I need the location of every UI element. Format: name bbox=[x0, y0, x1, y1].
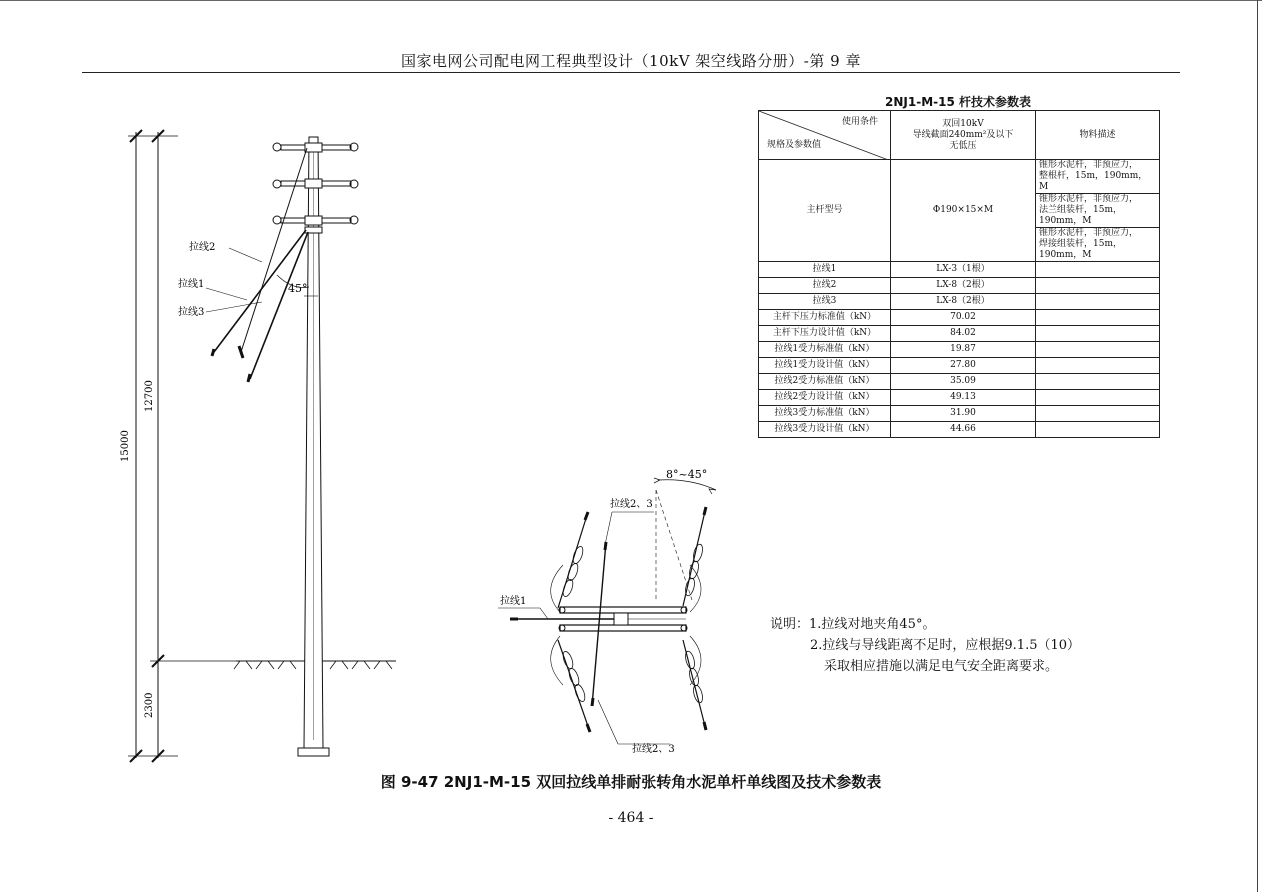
plan-stay23-top-label: 拉线2、3 bbox=[610, 499, 653, 510]
material-desc-cell bbox=[1036, 194, 1160, 228]
row-label: 主杆下压力设计值（kN） bbox=[759, 326, 891, 342]
stay3-label: 拉线3 bbox=[178, 307, 205, 318]
dim-above-label: 12700 bbox=[144, 380, 155, 412]
row-empty bbox=[1036, 422, 1160, 438]
page-number: - 464 - bbox=[608, 810, 654, 826]
figure-caption: 图 9-47 2NJ1-M-15 双回拉线单排耐张转角水泥单杆单线图及技术参数表 bbox=[380, 773, 882, 791]
corner-top-label: 使用条件 bbox=[841, 117, 878, 127]
row-label: 拉线1受力设计值（kN） bbox=[759, 358, 891, 374]
material-1-line-2: 整根杆，15m，190mm，M bbox=[1039, 171, 1148, 192]
row-value: 27.80 bbox=[891, 358, 1036, 374]
material-desc-cell bbox=[1036, 228, 1160, 262]
material-desc-cell bbox=[1036, 160, 1160, 194]
stay2-label: 拉线2 bbox=[189, 242, 216, 253]
condition-line-1: 双回10kV bbox=[942, 118, 984, 129]
material-3-line-1: 锥形水泥杆，非预应力， bbox=[1039, 228, 1139, 238]
note-line-3: 采取相应措施以满足电气安全距离要求。 bbox=[824, 659, 1059, 674]
table-row bbox=[759, 406, 1160, 422]
row-empty bbox=[1036, 390, 1160, 406]
plan-angle-label: 8°~45° bbox=[666, 468, 708, 481]
row-empty bbox=[1036, 294, 1160, 310]
row-value: 19.87 bbox=[891, 342, 1036, 358]
row-empty bbox=[1036, 278, 1160, 294]
table-row bbox=[759, 160, 1160, 194]
row-value: 70.02 bbox=[891, 310, 1036, 326]
param-table bbox=[758, 110, 1160, 438]
dim-total-label: 15000 bbox=[120, 430, 131, 462]
row-value: 49.13 bbox=[891, 390, 1036, 406]
row-value: LX-3（1根） bbox=[891, 262, 1036, 278]
row-empty bbox=[1036, 326, 1160, 342]
plan-stay23-bottom-label: 拉线2、3 bbox=[632, 744, 675, 755]
note-line-1: 说明：1.拉线对地夹角45°。 bbox=[770, 617, 936, 632]
table-row bbox=[759, 310, 1160, 326]
row-label: 主杆下压力标准值（kN） bbox=[759, 310, 891, 326]
material-2-line-1: 锥形水泥杆，非预应力， bbox=[1039, 194, 1139, 204]
table-row bbox=[759, 294, 1160, 310]
row-empty bbox=[1036, 262, 1160, 278]
row-value: LX-8（2根） bbox=[891, 278, 1036, 294]
table-row bbox=[759, 262, 1160, 278]
pole-plan-view bbox=[498, 478, 716, 744]
row-value: 35.09 bbox=[891, 374, 1036, 390]
elevation-angle-label: 45° bbox=[288, 282, 308, 295]
row-empty bbox=[1036, 342, 1160, 358]
table-corner-cell bbox=[759, 111, 891, 160]
table-row bbox=[759, 390, 1160, 406]
table-row bbox=[759, 342, 1160, 358]
condition-line-2: 导线截面240mm²及以下 bbox=[912, 129, 1014, 140]
table-row bbox=[759, 358, 1160, 374]
row-empty bbox=[1036, 310, 1160, 326]
row-label: 拉线2受力标准值（kN） bbox=[759, 374, 891, 390]
row-empty bbox=[1036, 374, 1160, 390]
row-label: 拉线2 bbox=[759, 278, 891, 294]
material-1-line-1: 锥形水泥杆，非预应力， bbox=[1039, 160, 1139, 170]
corner-bottom-label: 规格及参数值 bbox=[767, 140, 822, 150]
table-row bbox=[759, 278, 1160, 294]
stay1-label: 拉线1 bbox=[178, 279, 205, 290]
row-value: LX-8（2根） bbox=[891, 294, 1036, 310]
table-row bbox=[759, 422, 1160, 438]
pole-elevation-view bbox=[128, 130, 396, 762]
table-header-row bbox=[759, 111, 1160, 160]
note-line-2: 2.拉线与导线距离不足时，应根据9.1.5（10） bbox=[810, 638, 1081, 653]
table-row bbox=[759, 326, 1160, 342]
material-2-line-2: 法兰组装杆，15m，190mm，M bbox=[1039, 205, 1122, 226]
row-label: 拉线1 bbox=[759, 262, 891, 278]
condition-cell bbox=[891, 111, 1036, 160]
row-empty bbox=[1036, 358, 1160, 374]
row-empty bbox=[1036, 406, 1160, 422]
row-label: 拉线3受力标准值（kN） bbox=[759, 406, 891, 422]
row-label: 拉线3 bbox=[759, 294, 891, 310]
row-value: 31.90 bbox=[891, 406, 1036, 422]
row-label: 拉线3受力设计值（kN） bbox=[759, 422, 891, 438]
plan-stay1-label: 拉线1 bbox=[500, 596, 527, 607]
main-pole-label-cell: 主杆型号 bbox=[759, 160, 891, 262]
row-label: 拉线2受力设计值（kN） bbox=[759, 390, 891, 406]
row-label: 拉线1受力标准值（kN） bbox=[759, 342, 891, 358]
page-header-title: 国家电网公司配电网工程典型设计（10kV 架空线路分册）-第 9 章 bbox=[401, 52, 861, 70]
param-table-title: 2NJ1-M-15 杆技术参数表 bbox=[885, 95, 1031, 109]
row-value: 84.02 bbox=[891, 326, 1036, 342]
material-3-line-2: 焊接组装杆，15m，190mm，M bbox=[1039, 239, 1122, 260]
material-header-cell: 物料描述 bbox=[1036, 111, 1160, 160]
main-pole-value-cell: Φ190×15×M bbox=[891, 160, 1036, 262]
row-value: 44.66 bbox=[891, 422, 1036, 438]
table-row bbox=[759, 374, 1160, 390]
dim-below-label: 2300 bbox=[144, 692, 155, 718]
condition-line-3: 无低压 bbox=[949, 140, 977, 151]
